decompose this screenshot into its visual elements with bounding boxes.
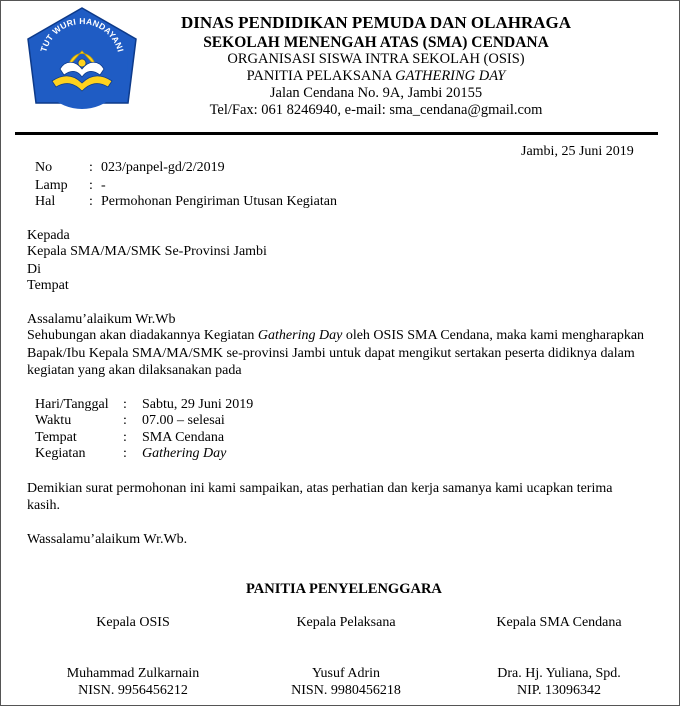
letterhead-committee	[171, 68, 581, 85]
meta-number-value: 023/panpel-gd/2/2019	[101, 160, 225, 175]
meta-subject-value: Permohonan Pengiriman Utusan Kegiatan	[101, 194, 338, 209]
detail-sep: :	[123, 430, 127, 445]
detail-sep: :	[123, 413, 127, 428]
detail-sep: :	[123, 397, 127, 412]
body-paragraph-line	[27, 328, 644, 344]
body-text: oleh OSIS SMA Cendana, maka kami mengharapkan	[342, 328, 645, 343]
meta-number-label: No	[35, 160, 53, 175]
meta-subject-sep: :	[89, 194, 93, 209]
detail-value: Sabtu, 29 Juni 2019	[142, 397, 254, 412]
body-text: Sehubungan akan diadakannya Kegiatan	[27, 328, 258, 343]
letterhead-committee-prefix: PANITIA PELAKSANA	[246, 68, 396, 84]
signature-name: Muhammad Zulkarnain	[66, 666, 200, 681]
letterhead-committee-event: GATHERING DAY	[395, 68, 506, 84]
detail-label: Hari/Tanggal	[35, 397, 109, 412]
detail-value: Gathering Day	[142, 446, 227, 461]
body-paragraph-line: Bapak/Ibu Kepala SMA/MA/SMK se-provinsi Jambi untuk dapat mengikut sertakan peserta didiknya dalam	[27, 346, 635, 361]
signature-id: NISN. 9980456218	[291, 683, 401, 698]
letterhead-divider	[15, 132, 658, 135]
detail-value: SMA Cendana	[142, 430, 225, 445]
meta-attachment-value: -	[101, 178, 106, 193]
signature-id: NISN. 9956456212	[78, 683, 188, 698]
greeting: Assalamu’alaikum Wr.Wb	[27, 312, 176, 327]
meta-attachment-label: Lamp	[35, 178, 68, 193]
tut-wuri-handayani-logo-icon	[23, 5, 141, 113]
recipient-line: Di	[27, 262, 41, 277]
signature-name: Dra. Hj. Yuliana, Spd.	[497, 666, 621, 681]
recipient-line: Tempat	[27, 278, 69, 293]
recipient-line: Kepada	[27, 228, 70, 243]
closing-line: Demikian surat permohonan ini kami sampaikan, atas perhatian dan kerja samanya kami ucapkan terima	[27, 481, 613, 496]
meta-subject-label: Hal	[35, 194, 56, 209]
signature-role: Kepala OSIS	[96, 615, 170, 630]
signature-name: Yusuf Adrin	[311, 666, 381, 681]
letterhead-school: SEKOLAH MENENGAH ATAS (SMA) CENDANA	[203, 34, 549, 51]
letterhead-office: DINAS PENDIDIKAN PEMUDA DAN OLAHRAGA	[180, 13, 572, 32]
recipient-line: Kepala SMA/MA/SMK Se-Provinsi Jambi	[27, 244, 267, 259]
letterhead-address: Jalan Cendana No. 9A, Jambi 20155	[269, 85, 483, 101]
letter-date: Jambi, 25 Juni 2019	[521, 144, 634, 159]
letterhead-contact: Tel/Fax: 061 8246940, e-mail: sma_cendana@gmail.com	[209, 102, 543, 118]
signature-role: Kepala SMA Cendana	[496, 615, 622, 630]
meta-number-sep: :	[89, 160, 93, 175]
closing-line: kasih.	[27, 498, 61, 513]
detail-sep: :	[123, 446, 127, 461]
letterhead-organization: ORGANISASI SISWA INTRA SEKOLAH (OSIS)	[227, 51, 525, 67]
body-paragraph-line: kegiatan yang akan dilaksanakan pada	[27, 363, 242, 378]
signature-id: NIP. 13096342	[516, 683, 601, 698]
farewell: Wassalamu’alaikum Wr.Wb.	[27, 532, 188, 547]
logo-text: TUT WURI HANDAYANI	[38, 15, 126, 54]
meta-attachment-sep: :	[89, 178, 93, 193]
signature-role: Kepala Pelaksana	[296, 615, 396, 630]
detail-value: 07.00 – selesai	[142, 413, 225, 428]
committee-title: PANITIA PENYELENGGARA	[246, 581, 442, 597]
detail-label: Waktu	[35, 413, 72, 428]
detail-label: Kegiatan	[35, 446, 86, 461]
detail-label: Tempat	[35, 430, 77, 445]
event-name: Gathering Day	[257, 328, 343, 343]
